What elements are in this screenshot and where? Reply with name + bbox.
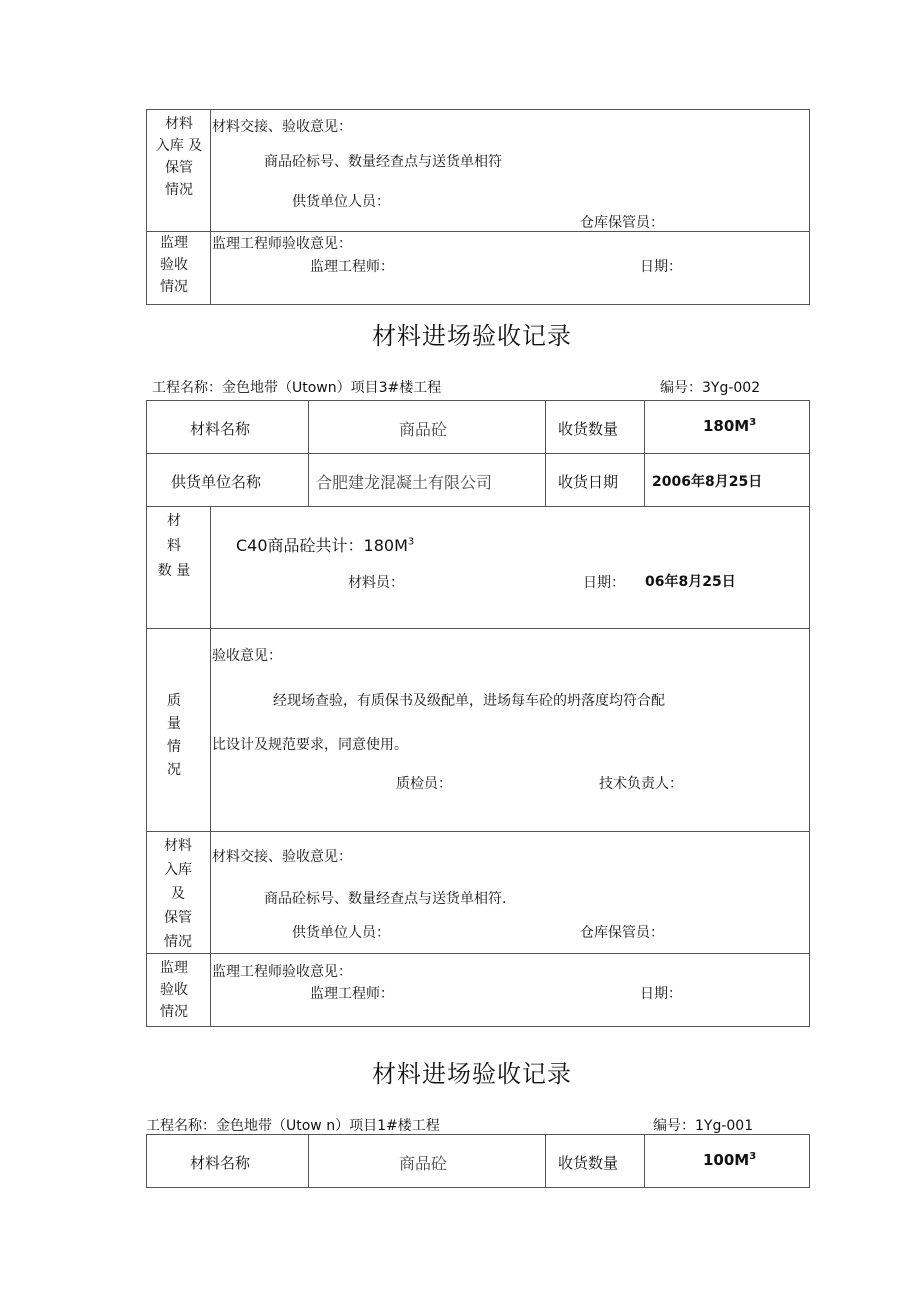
record1-quality-tech-lead: 技术负责人： (599, 776, 683, 792)
record1-supervision-engineer: 监理工程师： (310, 986, 394, 1002)
record1-amount-staff: 材料员： (348, 575, 404, 591)
record1-receive-date-label: 收货日期 (558, 473, 619, 491)
record1-amount-date-value: 06年8月25日 (645, 574, 736, 590)
record1-storage-warehouse-keeper: 仓库保管员： (580, 925, 664, 941)
record1-amount-content: C40商品砼共计：$180M^3$ (236, 536, 415, 555)
record1-material-name-label: 材料名称 (190, 420, 251, 438)
record2-material-name: 商品砼 (399, 1154, 448, 1173)
record1-supplier-label: 供货单位名称 (171, 473, 262, 491)
record1-col-line-1 (308, 400, 309, 506)
record1-label-divider (210, 506, 211, 1027)
record1-col-line-2 (545, 400, 546, 506)
record1-quality-heading: 验收意见： (212, 648, 282, 664)
record2-col-line-2 (545, 1134, 546, 1188)
record1-table (146, 400, 810, 1027)
record1-title: 材料进场验收记录 (372, 322, 572, 350)
record1-row-line-2 (146, 506, 810, 507)
record1-col-line-3 (644, 400, 645, 506)
record2-quantity-label: 收货数量 (558, 1154, 619, 1172)
record1-quality-inspector: 质检员： (396, 776, 452, 792)
record1-receive-date: 2006年8月25日 (652, 474, 763, 490)
record2-col-line-3 (644, 1134, 645, 1188)
top-supervision-engineer: 监理工程师： (310, 259, 394, 275)
record2-title: 材料进场验收记录 (372, 1060, 572, 1088)
record1-quality-line2: 比设计及规范要求，同意使用。 (212, 737, 408, 753)
record1-amount-date-label: 日期： (583, 575, 625, 591)
record1-supplier: 合肥建龙混凝土有限公司 (316, 473, 493, 492)
top-supervision-date: 日期： (640, 259, 682, 275)
top-storage-content: 商品砼标号、数量经查点与送货单相符 (264, 154, 502, 170)
record1-number: 编号：3Yg-002 (660, 380, 761, 396)
top-fragment-row-line (146, 231, 810, 232)
record2-number: 编号：1Yg-001 (653, 1118, 754, 1134)
record1-row-line-4 (146, 831, 810, 832)
record2-quantity-value: $100M^3$ (703, 1151, 757, 1169)
record1-project-name: 工程名称：金色地带（Utown）项目3#楼工程 (152, 380, 442, 396)
record1-quantity-value: $180M^3$ (703, 417, 757, 435)
top-storage-warehouse-keeper: 仓库保管员： (580, 215, 664, 231)
record1-quantity-label: 收货数量 (558, 420, 619, 438)
record2-col-line-1 (308, 1134, 309, 1188)
top-fragment-table (146, 109, 810, 305)
record1-quality-label: 质 量 情 况 (167, 693, 181, 778)
record1-supervision-label: 监理 验收 情况 (160, 960, 188, 1020)
record1-storage-label: 材料 入库 及 保管 情况 (164, 838, 192, 950)
record1-supervision-heading: 监理工程师验收意见： (212, 964, 352, 980)
top-fragment-divider (210, 109, 211, 305)
record1-row-line-1 (146, 453, 810, 454)
record1-storage-heading: 材料交接、验收意见： (212, 849, 352, 865)
record1-storage-content: 商品砼标号、数量经查点与送货单相符. (264, 891, 507, 907)
top-storage-label: 材料 入库 及 保管 情况 (155, 116, 203, 198)
record1-material-name: 商品砼 (399, 420, 448, 439)
record2-project-name: 工程名称：金色地带（Utow n）项目1#楼工程 (146, 1118, 440, 1134)
record2-material-name-label: 材料名称 (190, 1154, 251, 1172)
top-supervision-label: 监理 验收 情况 (160, 235, 188, 295)
record1-amount-label: 材 料 数 量 (157, 513, 191, 579)
record1-quality-line1: 经现场查验，有质保书及级配单，进场每车砼的坍落度均符合配 (273, 693, 665, 709)
record1-supervision-date: 日期： (640, 986, 682, 1002)
top-supervision-heading: 监理工程师验收意见： (212, 236, 352, 252)
record1-row-line-5 (146, 953, 810, 954)
top-storage-heading: 材料交接、验收意见： (212, 119, 352, 135)
record1-storage-supplier-person: 供货单位人员： (292, 925, 390, 941)
top-storage-supplier-person: 供货单位人员： (292, 194, 390, 210)
record1-row-line-3 (146, 628, 810, 629)
